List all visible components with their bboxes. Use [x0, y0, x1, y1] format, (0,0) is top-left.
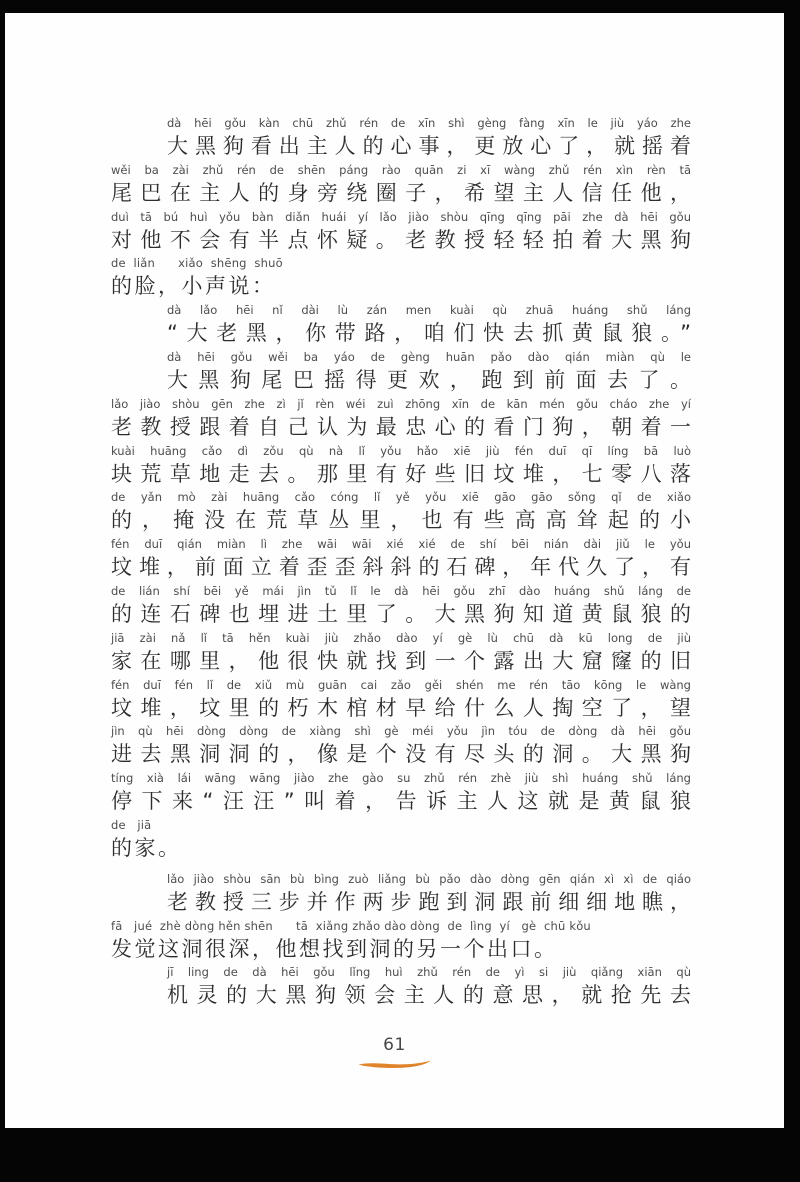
text-line	[111, 584, 691, 631]
pinyin-line: de liǎn xiǎo shēng shuō	[111, 256, 283, 271]
text-line	[111, 397, 691, 444]
pinyin-line: wěi ba zài zhǔ rén de shēn páng rào quān zi xī wàng zhǔ rén xìn rèn tā	[111, 162, 691, 177]
text-line	[111, 678, 691, 725]
text-line	[111, 210, 691, 257]
pinyin-line: de jiā	[111, 817, 152, 832]
pinyin-line: lǎo jiào shòu gēn zhe zì jǐ rèn wéi zuì zhōng xīn de kān mén gǒu cháo zhe yí	[111, 396, 691, 411]
pinyin-line: kuài huāng cǎo dì zǒu qù nà lǐ yǒu hǎo xiē jiù fén duī qī líng bā luò	[111, 443, 691, 458]
hanzi-line: “大老黑，你带路，咱们快去抓黄鼠狼。”	[167, 321, 691, 346]
hanzi-line: 家在哪里，他很快就找到一个露出大窟窿的旧	[111, 648, 691, 673]
hanzi-line: 坟堆，坟里的朽木棺材早给什么人掏空了，望	[111, 695, 691, 720]
page-number-brush-underline-icon	[357, 1057, 433, 1070]
text-line	[111, 771, 691, 818]
hanzi-line: 进去黑洞洞的，像是个没有尽头的洞。大黑狗	[111, 742, 691, 767]
text-line	[111, 537, 691, 584]
hanzi-line: 块荒草地走去。那里有好些旧坟堆，七零八落	[111, 461, 691, 486]
text-line	[111, 631, 691, 678]
text-line	[111, 303, 691, 350]
text-line	[111, 163, 691, 210]
pinyin-line: jiā zài nǎ lǐ tā hěn kuài jiù zhǎo dào yí gè lù chū dà kū long de jiù	[111, 630, 691, 645]
pinyin-line: lǎo jiào shòu sān bù bìng zuò liǎng bù pǎo dào dòng gēn qián xì xì de qiáo	[167, 871, 691, 886]
pinyin-line: fén duī fén lǐ de xiǔ mù guān cai zǎo gěi shén me rén tāo kōng le wàng	[111, 677, 691, 692]
pinyin-line: duì tā bú huì yǒu bàn diǎn huái yí lǎo jiào shòu qīng qīng pāi zhe dà hēi gǒu	[111, 209, 691, 224]
hanzi-line: 的，掩没在荒草丛里，也有些高高耸起的小	[111, 508, 691, 533]
pinyin-line: de yǎn mò zài huāng cǎo cóng lǐ yě yǒu xiē gāo gāo sǒng qǐ de xiǎo	[111, 490, 691, 505]
pinyin-line: fén duī qián miàn lì zhe wāi wāi xié xié de shí bēi nián dài jiǔ le yǒu	[111, 537, 691, 552]
hanzi-line: 的脸，小声说：	[111, 274, 276, 299]
text-line	[111, 350, 691, 397]
text-line	[111, 818, 691, 865]
hanzi-line: 发觉这洞很深，他想找到洞的另一个出口。	[111, 936, 558, 961]
hanzi-line: 的连石碑也埋进土里了。大黑狗知道黄鼠狼的	[111, 601, 691, 626]
pinyin-line: dà hēi gǒu wěi ba yáo de gèng huān pǎo dào qián miàn qù le	[167, 349, 691, 364]
text-line	[111, 919, 691, 966]
hanzi-line: 机灵的大黑狗领会主人的意思，就抢先去	[167, 983, 691, 1008]
book-page	[5, 13, 784, 1128]
pinyin-line: dà lǎo hēi nǐ dài lù zán men kuài qù zhuā huáng shǔ láng	[167, 303, 691, 318]
hanzi-line: 老教授跟着自己认为最忠心的看门狗，朝着一	[111, 414, 691, 439]
lesson-text	[111, 116, 691, 1012]
pinyin-line: jìn qù hēi dòng dòng de xiàng shì gè méi yǒu jìn tóu de dòng dà hēi gǒu	[111, 724, 691, 739]
pinyin-line: dà hēi gǒu kàn chū zhǔ rén de xīn shì gèng fàng xīn le jiù yáo zhe	[167, 116, 691, 130]
hanzi-line: 的家。	[111, 835, 182, 860]
text-line	[111, 872, 691, 919]
hanzi-line: 坟堆，前面立着歪歪斜斜的石碑，年代久了，有	[111, 555, 691, 580]
text-line	[111, 724, 691, 771]
text-line	[111, 965, 691, 1012]
hanzi-line: 尾巴在主人的身旁绕圈子，希望主人信任他，	[111, 180, 691, 205]
pinyin-line: tíng xià lái wāng wāng jiào zhe gào su zhǔ rén zhè jiù shì huáng shǔ láng	[111, 771, 691, 786]
text-line	[111, 444, 691, 491]
hanzi-line: 大黑狗看出主人的心事，更放心了，就摇着	[167, 134, 691, 158]
text-line	[111, 256, 691, 303]
page-number: 61	[383, 1035, 406, 1055]
pinyin-line: de lián shí bēi yě mái jìn tǔ lǐ le dà hēi gǒu zhī dào huáng shǔ láng de	[111, 583, 691, 598]
hanzi-line: 停下来“汪汪”叫着，告诉主人这就是黄鼠狼	[111, 789, 691, 814]
pinyin-line: jī ling de dà hēi gǒu lǐng huì zhǔ rén de yì si jiù qiǎng xiān qù	[167, 965, 691, 980]
hanzi-line: 对他不会有半点怀疑。老教授轻轻拍着大黑狗	[111, 227, 691, 252]
pinyin-line: fā jué zhè dòng hěn shēn tā xiǎng zhǎo dào dòng de lìng yí gè chū kǒu	[111, 918, 591, 933]
page-footer	[5, 1035, 784, 1070]
text-line	[111, 490, 691, 537]
hanzi-line: 老教授三步并作两步跑到洞跟前细细地瞧，	[167, 889, 691, 914]
text-line	[111, 116, 691, 163]
hanzi-line: 大黑狗尾巴摇得更欢，跑到前面去了。	[167, 367, 691, 392]
